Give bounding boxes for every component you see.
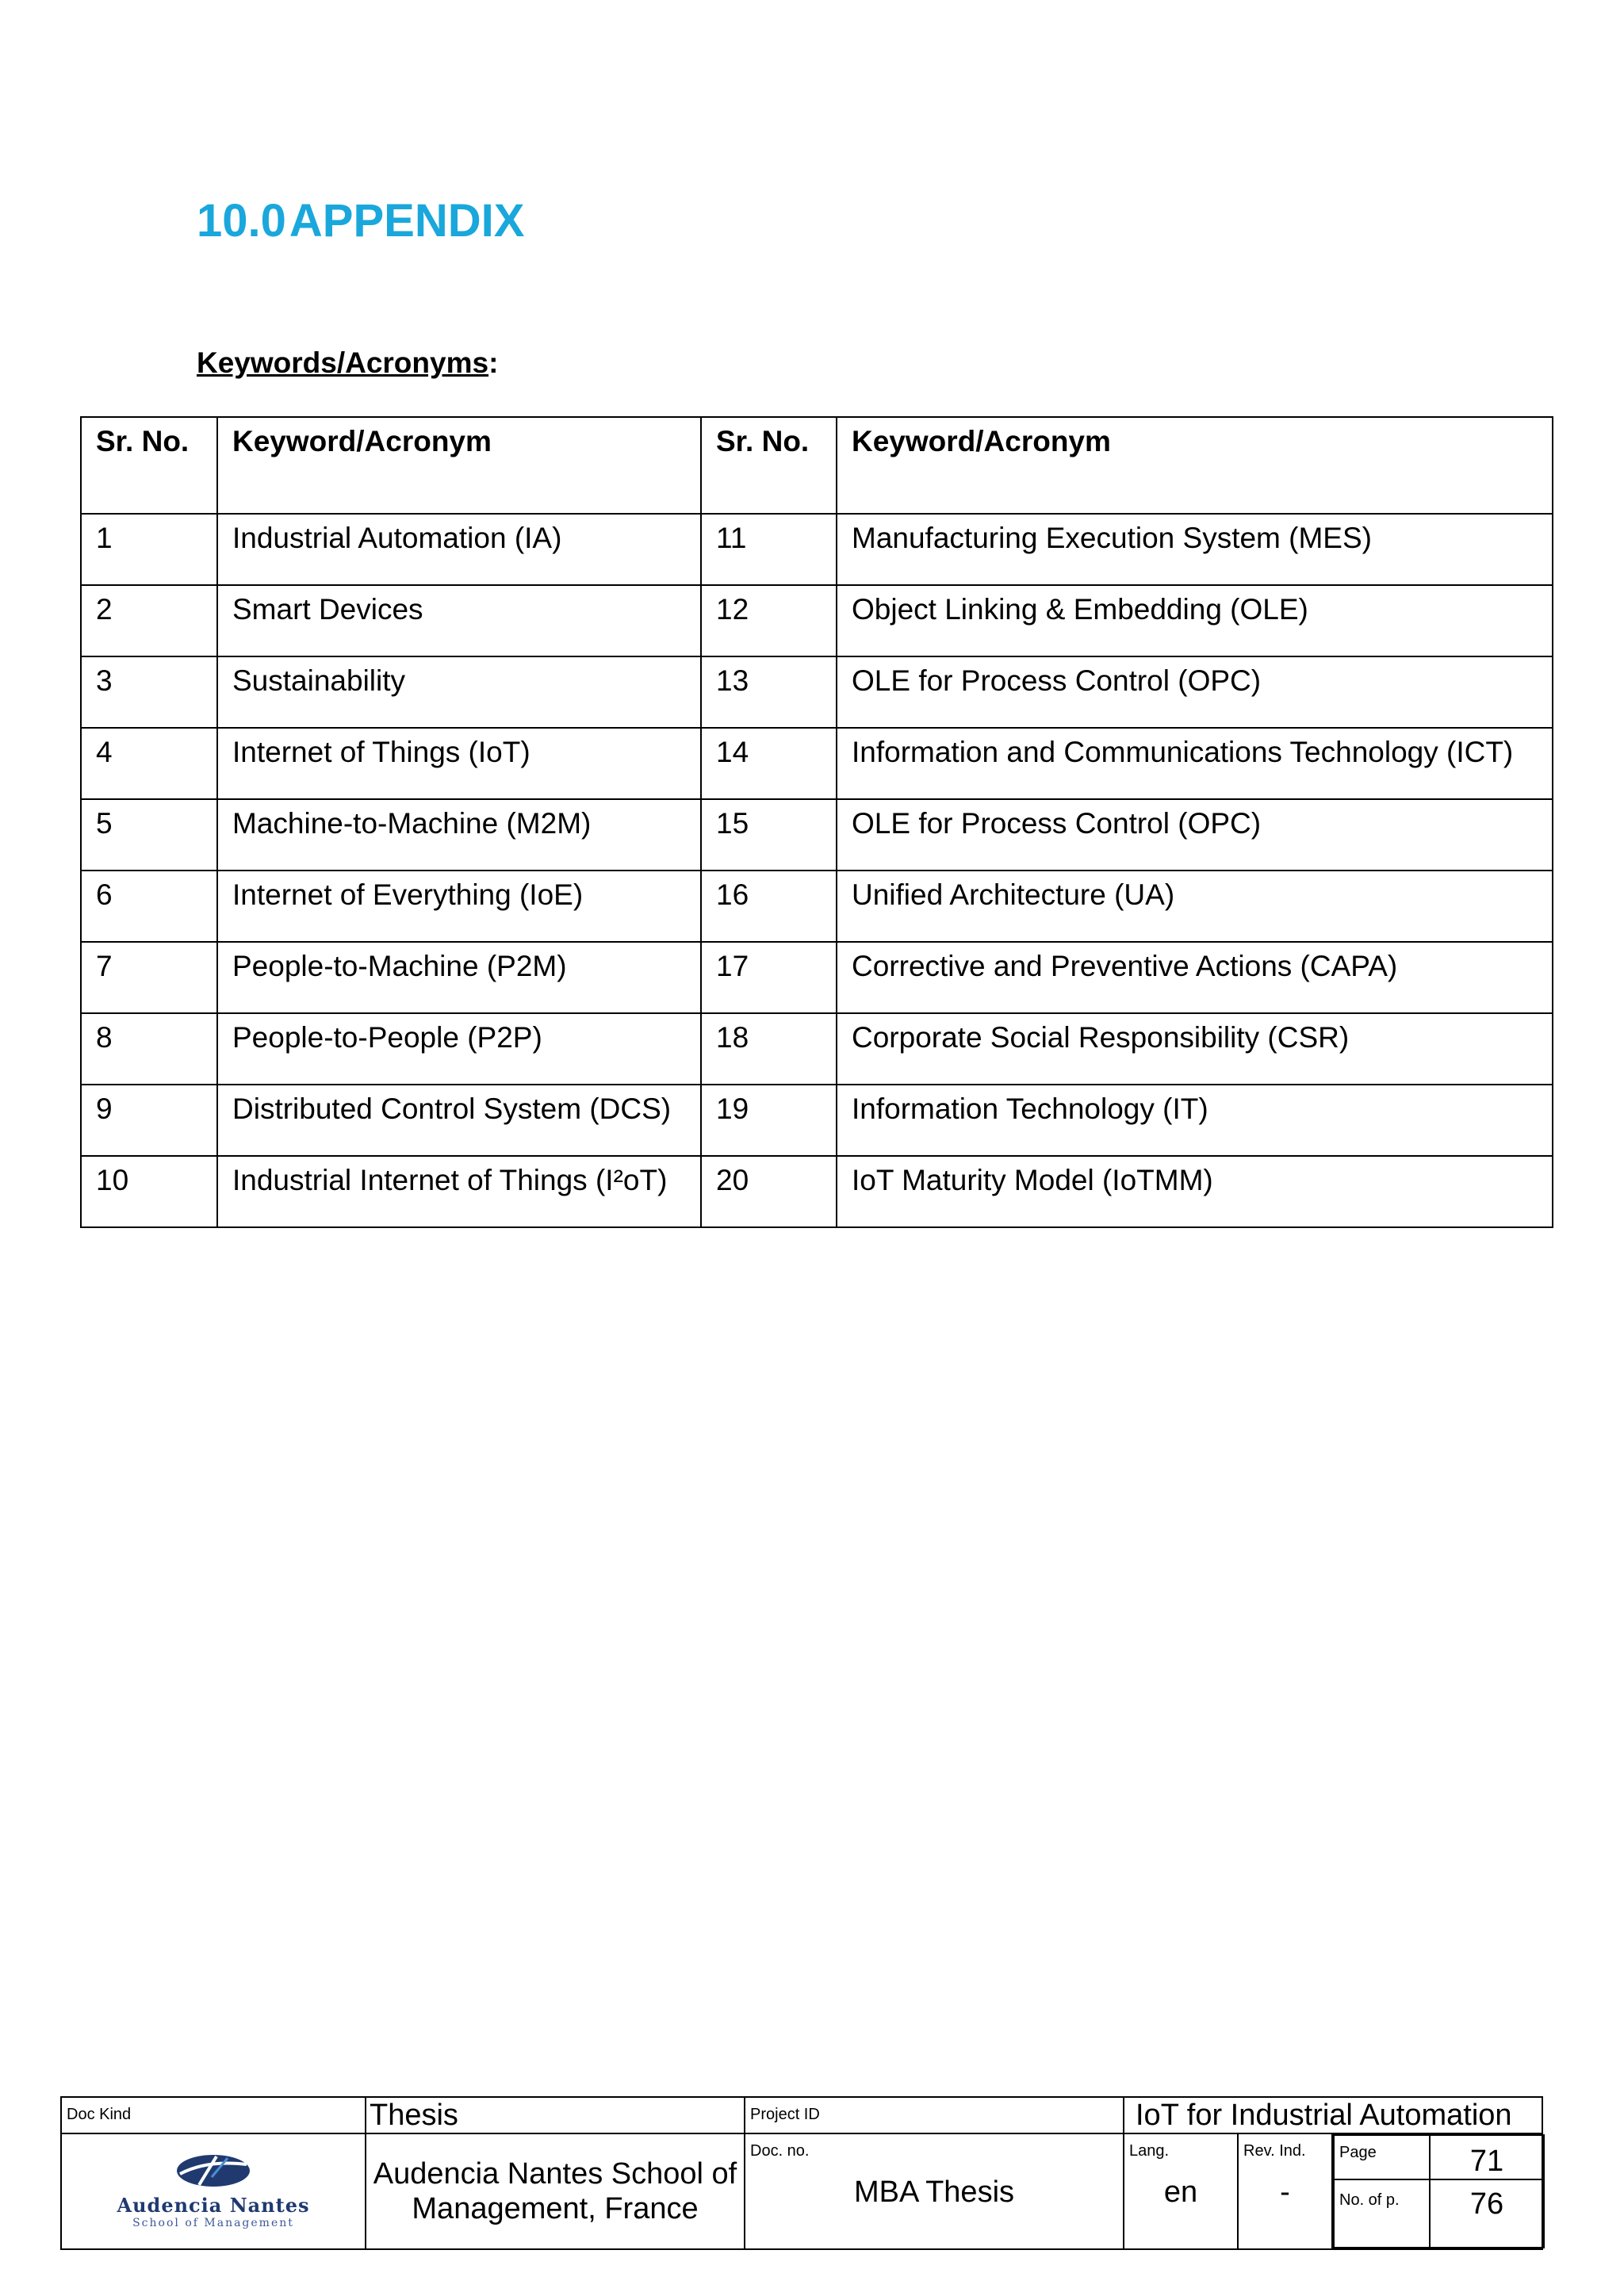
school-name-cell [366, 2133, 745, 2249]
logo-emblem-icon [175, 2153, 251, 2188]
rev-label: Rev. Ind. [1243, 2142, 1306, 2160]
doc-no-value: MBA Thesis [853, 2175, 1015, 2209]
school-name-line-2: Management, France [412, 2192, 699, 2225]
table-row [81, 942, 1553, 1013]
table-row [81, 514, 1553, 585]
table-cell-sr-no: 13 [701, 656, 837, 728]
total-pages: 76 [1469, 2187, 1504, 2221]
project-id-value: IoT for Industrial Automation [1136, 2099, 1512, 2132]
logo-cell [61, 2133, 366, 2249]
total-pages-label: No. of p. [1339, 2191, 1400, 2209]
lang-value: en [1163, 2175, 1198, 2209]
table-cell-sr-no: 20 [701, 1156, 837, 1227]
logo-name: Audencia Nantes [117, 2194, 310, 2217]
school-logo [62, 2134, 365, 2229]
page-label: Page [1339, 2144, 1377, 2161]
keywords-table [80, 416, 1553, 1228]
page-number: 71 [1469, 2145, 1504, 2178]
table-cell-sr-no: 11 [701, 514, 837, 585]
table-cell-keyword: Industrial Automation (IA) [217, 514, 701, 585]
table-cell-keyword: Smart Devices [217, 585, 701, 656]
table-row [81, 656, 1553, 728]
table-cell-sr-no: 16 [701, 871, 837, 942]
table-cell-keyword: Internet of Everything (IoE) [217, 871, 701, 942]
table-row [81, 871, 1553, 942]
table-cell-keyword: Machine-to-Machine (M2M) [217, 799, 701, 871]
header-keyword: Keyword/Acronym [217, 417, 701, 514]
table-cell-keyword: OLE for Process Control (OPC) [837, 799, 1553, 871]
table-cell-keyword: Manufacturing Execution System (MES) [837, 514, 1553, 585]
table-cell-keyword: People-to-People (P2P) [217, 1013, 701, 1085]
table-row [81, 1085, 1553, 1156]
table-row [81, 799, 1553, 871]
page-info-cell [1332, 2133, 1542, 2249]
table-cell-sr-no: 3 [81, 656, 217, 728]
table-row [81, 1156, 1553, 1227]
doc-kind-value: Thesis [370, 2099, 458, 2132]
logo-subtitle: School of Management [132, 2217, 294, 2229]
rev-cell [1238, 2133, 1332, 2249]
total-pages-label-cell [1334, 2179, 1430, 2248]
section-heading [197, 193, 524, 249]
page-label-cell [1334, 2135, 1430, 2179]
doc-kind-label: Doc Kind [67, 2106, 132, 2123]
table-header-row [81, 417, 1553, 514]
table-cell-keyword: Information Technology (IT) [837, 1085, 1553, 1156]
table-cell-keyword: OLE for Process Control (OPC) [837, 656, 1553, 728]
header-sr-no: Sr. No. [81, 417, 217, 514]
header-keyword: Keyword/Acronym [837, 417, 1553, 514]
section-title: APPENDIX [289, 195, 525, 247]
table-row [81, 585, 1553, 656]
project-id-value-cell [1124, 2097, 1542, 2133]
keywords-subheading [197, 346, 498, 381]
lang-label: Lang. [1129, 2142, 1170, 2160]
keywords-subheading-text: Keywords/Acronyms [197, 346, 489, 379]
table-cell-keyword: Sustainability [217, 656, 701, 728]
table-cell-keyword: Internet of Things (IoT) [217, 728, 701, 799]
table-cell-keyword: Distributed Control System (DCS) [217, 1085, 701, 1156]
project-id-label: Project ID [750, 2106, 820, 2123]
doc-no-label: Doc. no. [750, 2142, 810, 2160]
header-sr-no: Sr. No. [701, 417, 837, 514]
lang-cell [1124, 2133, 1238, 2249]
table-cell-sr-no: 10 [81, 1156, 217, 1227]
table-cell-sr-no: 8 [81, 1013, 217, 1085]
page-info-grid [1333, 2134, 1545, 2248]
table-cell-sr-no: 18 [701, 1013, 837, 1085]
doc-no-cell [745, 2133, 1124, 2249]
keywords-subheading-colon: : [488, 346, 499, 379]
table-cell-keyword: Unified Architecture (UA) [837, 871, 1553, 942]
table-cell-sr-no: 12 [701, 585, 837, 656]
table-cell-keyword: Corrective and Preventive Actions (CAPA) [837, 942, 1553, 1013]
table-cell-sr-no: 14 [701, 728, 837, 799]
table-cell-sr-no: 4 [81, 728, 217, 799]
section-number: 10.0 [197, 195, 286, 247]
table-cell-keyword: Information and Communications Technology (ICT) [837, 728, 1553, 799]
table-cell-sr-no: 9 [81, 1085, 217, 1156]
footer-title-block [60, 2096, 1543, 2250]
table-cell-sr-no: 2 [81, 585, 217, 656]
table-cell-keyword: IoT Maturity Model (IoTMM) [837, 1156, 1553, 1227]
page-value-cell [1430, 2135, 1544, 2179]
table-cell-sr-no: 17 [701, 942, 837, 1013]
table-cell-sr-no: 5 [81, 799, 217, 871]
rev-value: - [1280, 2175, 1290, 2209]
table-cell-keyword: People-to-Machine (P2M) [217, 942, 701, 1013]
table-cell-sr-no: 6 [81, 871, 217, 942]
table-row [81, 728, 1553, 799]
table-cell-keyword: Object Linking & Embedding (OLE) [837, 585, 1553, 656]
doc-kind-value-cell [366, 2097, 745, 2133]
table-cell-sr-no: 15 [701, 799, 837, 871]
total-pages-value-cell [1430, 2179, 1544, 2248]
doc-kind-label-cell [61, 2097, 366, 2133]
table-cell-sr-no: 19 [701, 1085, 837, 1156]
table-cell-sr-no: 1 [81, 514, 217, 585]
project-id-label-cell [745, 2097, 1124, 2133]
school-name-line-1: Audencia Nantes School of [373, 2157, 737, 2191]
table-row [81, 1013, 1553, 1085]
table-cell-sr-no: 7 [81, 942, 217, 1013]
table-cell-keyword: Corporate Social Responsibility (CSR) [837, 1013, 1553, 1085]
table-cell-keyword: Industrial Internet of Things (I²oT) [217, 1156, 701, 1227]
